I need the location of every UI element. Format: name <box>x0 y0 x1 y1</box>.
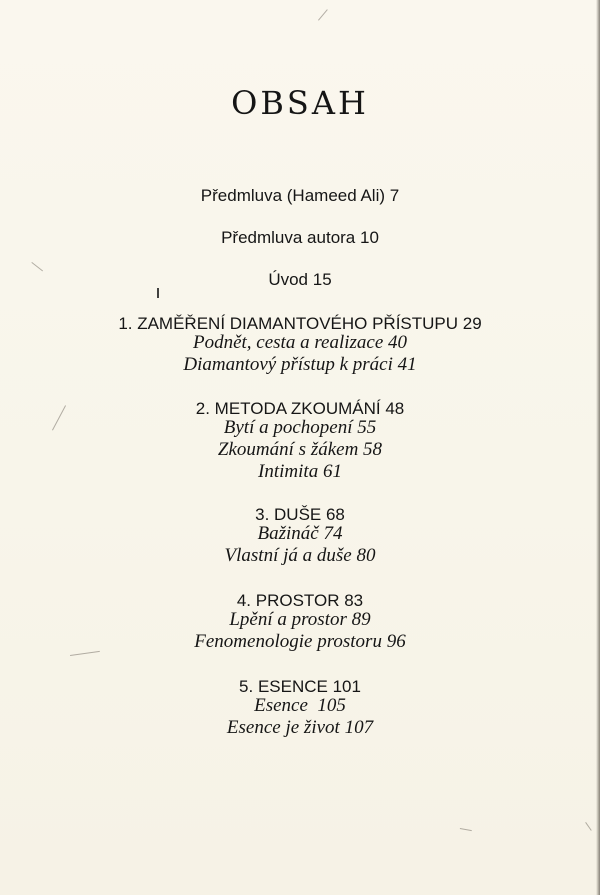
toc-section: Fenomenologie prostoru 96 <box>194 631 406 652</box>
toc-section: Diamantový přístup k práci 41 <box>183 354 417 375</box>
toc-chapter-2: 2. METODA ZKOUMÁNÍ 48 <box>195 399 405 418</box>
toc-section: Bytí a pochopení 55 <box>223 417 377 438</box>
toc-chapter-4: 4. PROSTOR 83 <box>236 591 364 610</box>
page-title: OBSAH <box>231 84 369 122</box>
toc-section: Esence 105 <box>254 695 346 716</box>
toc-section: Bažináč 74 <box>257 523 343 544</box>
toc-chapter-3: 3. DUŠE 68 <box>255 505 345 524</box>
toc-section: Zkoumání s žákem 58 <box>217 439 383 460</box>
toc-section: Esence je život 107 <box>226 717 374 738</box>
toc-section: Intimita 61 <box>258 461 342 482</box>
toc-chapter-1: 1. ZAMĚŘENÍ DIAMANTOVÉHO PŘÍSTUPU 29 <box>118 314 482 333</box>
toc-section: Vlastní já a duše 80 <box>224 545 376 566</box>
toc-entry-preface-ali: Předmluva (Hameed Ali) 7 <box>200 186 400 205</box>
paper-mark <box>460 828 472 831</box>
toc-entry-preface-author: Předmluva autora 10 <box>221 228 379 247</box>
toc-section: Lpění a prostor 89 <box>229 609 371 630</box>
toc-entry-introduction: Úvod 15 <box>268 270 332 289</box>
paper-mark <box>585 822 592 831</box>
toc-section: Podnět, cesta a realizace 40 <box>192 332 408 353</box>
paper-mark <box>318 9 328 20</box>
toc-chapter-5: 5. ESENCE 101 <box>239 677 361 696</box>
